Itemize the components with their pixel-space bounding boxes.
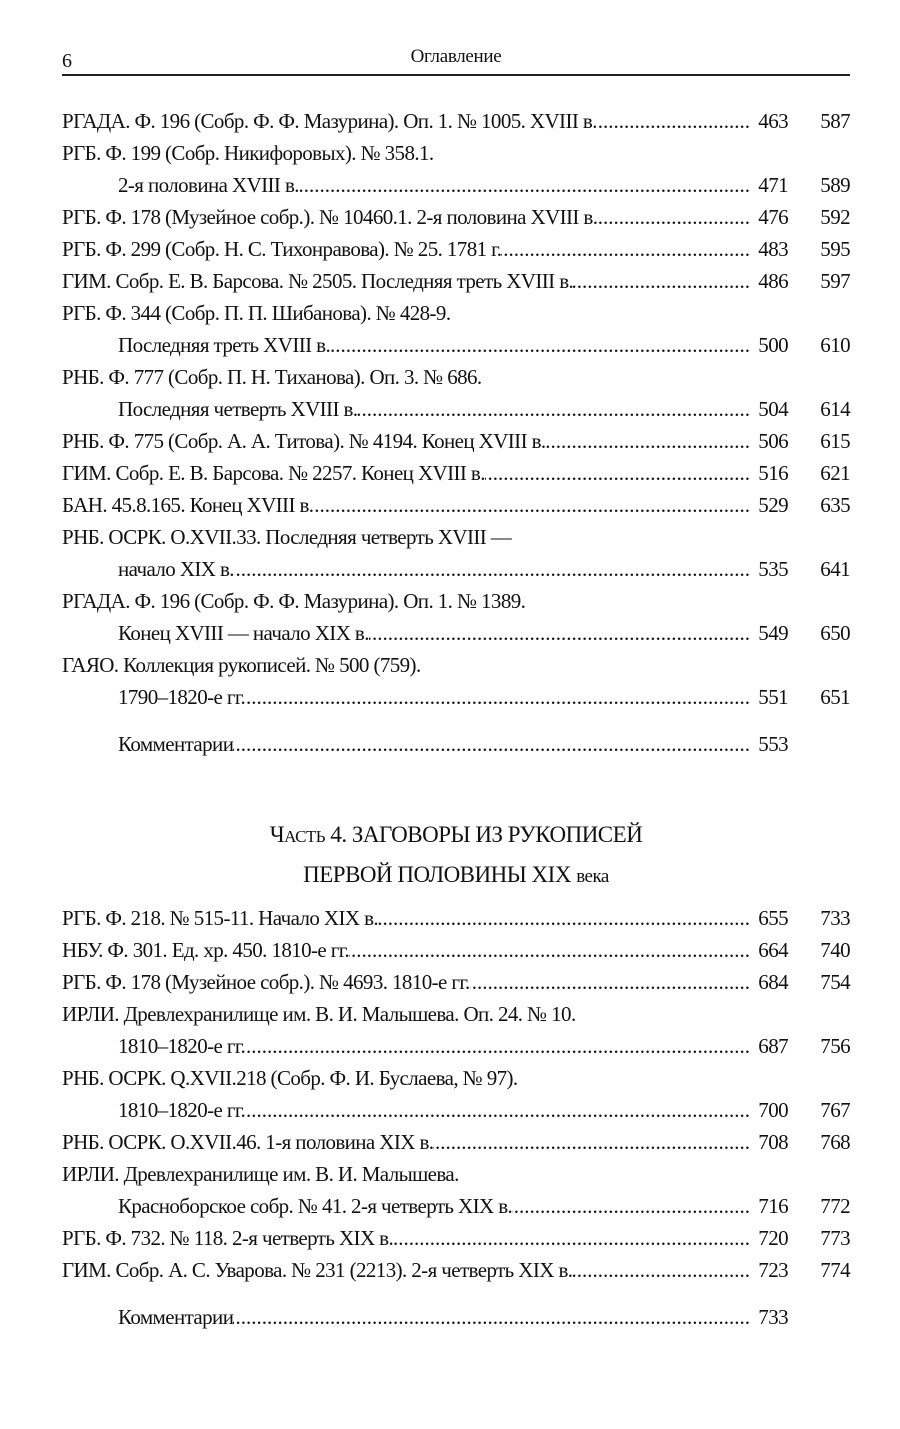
toc-part4-list xyxy=(62,902,850,1333)
header-rule xyxy=(62,74,850,76)
text-page: 684 xyxy=(758,970,788,994)
entry-title: НБУ. Ф. 301. Ед. хр. 450. 1810-е гг. xyxy=(62,938,350,962)
toc-comments-entry[interactable] xyxy=(62,1301,850,1333)
comment-page: 587 xyxy=(820,109,850,133)
running-header xyxy=(62,46,850,74)
entry-title: Последняя треть XVIII в. xyxy=(118,333,331,357)
toc-entry-line[interactable] xyxy=(62,1158,850,1190)
toc-entry-line[interactable] xyxy=(62,934,850,966)
entry-title: 1810–1820-е гг. xyxy=(118,1034,246,1058)
entry-title: 2-я половина XVIII в. xyxy=(118,173,299,197)
comment-page: 592 xyxy=(820,205,850,229)
entry-title: Красноборское собр. № 41. 2-я четверть XIX в. xyxy=(118,1194,513,1218)
dot-leader xyxy=(234,553,750,585)
entry-title: Конец XVIII — начало XIX в. xyxy=(118,621,369,645)
toc-entry-line[interactable] xyxy=(62,1094,850,1126)
entry-title: РГБ. Ф. 218. № 515-11. Начало XIX в. xyxy=(62,906,379,930)
entry-title: 1790–1820-е гг. xyxy=(118,685,246,709)
entry-title: начало XIX в. xyxy=(118,557,234,581)
text-page: 463 xyxy=(758,109,788,133)
comments-label: Комментарии xyxy=(118,732,234,756)
toc-entry-line[interactable] xyxy=(62,265,850,297)
toc-entry-line[interactable] xyxy=(62,681,850,713)
toc-entry-line[interactable] xyxy=(62,169,850,201)
comments-label: Комментарии xyxy=(118,1305,234,1329)
toc-entry-line[interactable] xyxy=(62,1222,850,1254)
text-page: 551 xyxy=(758,685,788,709)
comment-page: 754 xyxy=(820,970,850,994)
toc-entry-line[interactable] xyxy=(62,329,850,361)
text-page: 655 xyxy=(758,906,788,930)
dot-leader xyxy=(573,265,750,297)
toc-entry-line[interactable] xyxy=(62,137,850,169)
text-page: 723 xyxy=(758,1258,788,1282)
comment-page: 773 xyxy=(820,1226,850,1250)
toc-entry-line[interactable] xyxy=(62,998,850,1030)
toc-entry-line[interactable] xyxy=(62,425,850,457)
dot-leader xyxy=(572,1254,750,1286)
entry-title: ИРЛИ. Древлехранилище им. В. И. Малышева. Оп. 24. № 10. xyxy=(62,1002,576,1026)
part4-heading xyxy=(62,816,850,896)
dot-leader xyxy=(501,233,750,265)
toc-entry-line[interactable] xyxy=(62,201,850,233)
dot-leader xyxy=(233,728,750,760)
part4-heading-line1: ЧАСТЬ 4. ЗАГОВОРЫ ИЗ РУКОПИСЕЙ xyxy=(269,822,643,847)
entry-title: ГИМ. Собр. А. С. Уварова. № 231 (2213). 2-я четверть XIX в. xyxy=(62,1258,573,1282)
header-title: Оглавление xyxy=(410,46,502,67)
text-page: 506 xyxy=(758,429,788,453)
dot-leader xyxy=(245,1030,750,1062)
text-page: 500 xyxy=(758,333,788,357)
comment-page: 774 xyxy=(820,1258,850,1282)
comment-page: 614 xyxy=(820,397,850,421)
text-page: 720 xyxy=(758,1226,788,1250)
comment-page: 733 xyxy=(820,906,850,930)
entry-title: РНБ. ОСРК. Q.XVII.218 (Собр. Ф. И. Буслаева, № 97). xyxy=(62,1066,518,1090)
comment-page: 756 xyxy=(820,1034,850,1058)
comment-page: 621 xyxy=(820,461,850,485)
toc-entry-line[interactable] xyxy=(62,233,850,265)
entry-title: РГБ. Ф. 299 (Собр. Н. С. Тихонравова). № 25. 1781 г. xyxy=(62,237,502,261)
entry-title: ГАЯО. Коллекция рукописей. № 500 (759). xyxy=(62,653,421,677)
toc-entry-line[interactable] xyxy=(62,553,850,585)
text-page: 471 xyxy=(758,173,788,197)
toc-entry-line[interactable] xyxy=(62,1126,850,1158)
dot-leader xyxy=(512,1190,750,1222)
dot-leader xyxy=(546,425,750,457)
text-page: 516 xyxy=(758,461,788,485)
comment-page: 768 xyxy=(820,1130,850,1154)
text-page: 549 xyxy=(758,621,788,645)
text-page: 687 xyxy=(758,1034,788,1058)
toc-entry-line[interactable] xyxy=(62,361,850,393)
toc-entry-line[interactable] xyxy=(62,585,850,617)
entry-title: РГБ. Ф. 732. № 118. 2-я четверть XIX в. xyxy=(62,1226,394,1250)
entry-title: РГБ. Ф. 178 (Музейное собр.). № 10460.1. 2-я половина XVIII в. xyxy=(62,205,598,229)
text-page: 476 xyxy=(758,205,788,229)
dot-leader xyxy=(597,201,750,233)
toc-entry-line[interactable] xyxy=(62,617,850,649)
entry-title: ГИМ. Собр. Е. В. Барсова. № 2257. Конец XVIII в. xyxy=(62,461,485,485)
text-page: 486 xyxy=(758,269,788,293)
dot-leader xyxy=(357,393,750,425)
text-page: 535 xyxy=(758,557,788,581)
toc-entry-line[interactable] xyxy=(62,1062,850,1094)
page-number: 6 xyxy=(62,50,72,72)
dot-leader xyxy=(313,489,750,521)
part4-heading-line2: ПЕРВОЙ ПОЛОВИНЫ XIX века xyxy=(303,862,609,887)
text-page: 504 xyxy=(758,397,788,421)
comment-page: 650 xyxy=(820,621,850,645)
entry-title: БАН. 45.8.165. Конец XVIII в. xyxy=(62,493,314,517)
text-page: 529 xyxy=(758,493,788,517)
toc-entry-line[interactable] xyxy=(62,393,850,425)
entry-title: РГАДА. Ф. 196 (Собр. Ф. Ф. Мазурина). Оп. 1. № 1389. xyxy=(62,589,526,613)
toc-entry-line[interactable] xyxy=(62,902,850,934)
entry-title: РГБ. Ф. 199 (Собр. Никифоровых). № 358.1. xyxy=(62,141,434,165)
comments-page: 733 xyxy=(758,1305,788,1329)
entry-title: РГБ. Ф. 344 (Собр. П. П. Шибанова). № 428-9. xyxy=(62,301,451,325)
text-page: 483 xyxy=(758,237,788,261)
comment-page: 651 xyxy=(820,685,850,709)
toc-entry-line[interactable] xyxy=(62,521,850,553)
comments-page: 553 xyxy=(758,732,788,756)
text-page: 700 xyxy=(758,1098,788,1122)
dot-leader xyxy=(393,1222,750,1254)
comment-page: 772 xyxy=(820,1194,850,1218)
toc-entry-line[interactable] xyxy=(62,1190,850,1222)
dot-leader xyxy=(349,934,750,966)
dot-leader xyxy=(470,966,750,998)
entry-title: Последняя четверть XVIII в. xyxy=(118,397,358,421)
entry-title: ИРЛИ. Древлехранилище им. В. И. Малышева. xyxy=(62,1162,459,1186)
dot-leader xyxy=(369,617,750,649)
dot-leader xyxy=(433,1126,750,1158)
comment-page: 740 xyxy=(820,938,850,962)
dot-leader xyxy=(245,681,750,713)
dot-leader xyxy=(330,329,750,361)
entry-title: РГАДА. Ф. 196 (Собр. Ф. Ф. Мазурина). Оп. 1. № 1005. XVIII в. xyxy=(62,109,597,133)
toc-entry-line[interactable] xyxy=(62,297,850,329)
toc-entry-line[interactable] xyxy=(62,1254,850,1286)
entry-title: 1810–1820-е гг. xyxy=(118,1098,246,1122)
toc-entry-line[interactable] xyxy=(62,105,850,137)
comment-page: 595 xyxy=(820,237,850,261)
entry-title: ГИМ. Собр. Е. В. Барсова. № 2505. Последняя треть XVIII в. xyxy=(62,269,574,293)
comment-page: 610 xyxy=(820,333,850,357)
entry-title: РНБ. ОСРК. O.XVII.33. Последняя четверть XVIII — xyxy=(62,525,512,549)
dot-leader xyxy=(485,457,750,489)
toc-entry-line[interactable] xyxy=(62,649,850,681)
toc-part3-list xyxy=(62,105,850,760)
entry-title: РНБ. Ф. 777 (Собр. П. Н. Тиханова). Оп. 3. № 686. xyxy=(62,365,482,389)
toc-entry-line[interactable] xyxy=(62,966,850,998)
toc-comments-entry[interactable] xyxy=(62,728,850,760)
toc-entry-line[interactable] xyxy=(62,457,850,489)
dot-leader xyxy=(233,1301,750,1333)
toc-entry-line[interactable] xyxy=(62,489,850,521)
text-page: 664 xyxy=(758,938,788,962)
text-page: 716 xyxy=(758,1194,788,1218)
comment-page: 767 xyxy=(820,1098,850,1122)
comment-page: 597 xyxy=(820,269,850,293)
comment-page: 641 xyxy=(820,557,850,581)
comment-page: 635 xyxy=(820,493,850,517)
entry-title: РГБ. Ф. 178 (Музейное собр.). № 4693. 1810-е гг. xyxy=(62,970,470,994)
dot-leader xyxy=(378,902,750,934)
entry-title: РНБ. ОСРК. O.XVII.46. 1-я половина XIX в. xyxy=(62,1130,434,1154)
dot-leader xyxy=(245,1094,750,1126)
dot-leader xyxy=(597,105,750,137)
text-page: 708 xyxy=(758,1130,788,1154)
dot-leader xyxy=(299,169,750,201)
comment-page: 615 xyxy=(820,429,850,453)
toc-entry-line[interactable] xyxy=(62,1030,850,1062)
comment-page: 589 xyxy=(820,173,850,197)
entry-title: РНБ. Ф. 775 (Собр. А. А. Титова). № 4194. Конец XVIII в. xyxy=(62,429,546,453)
